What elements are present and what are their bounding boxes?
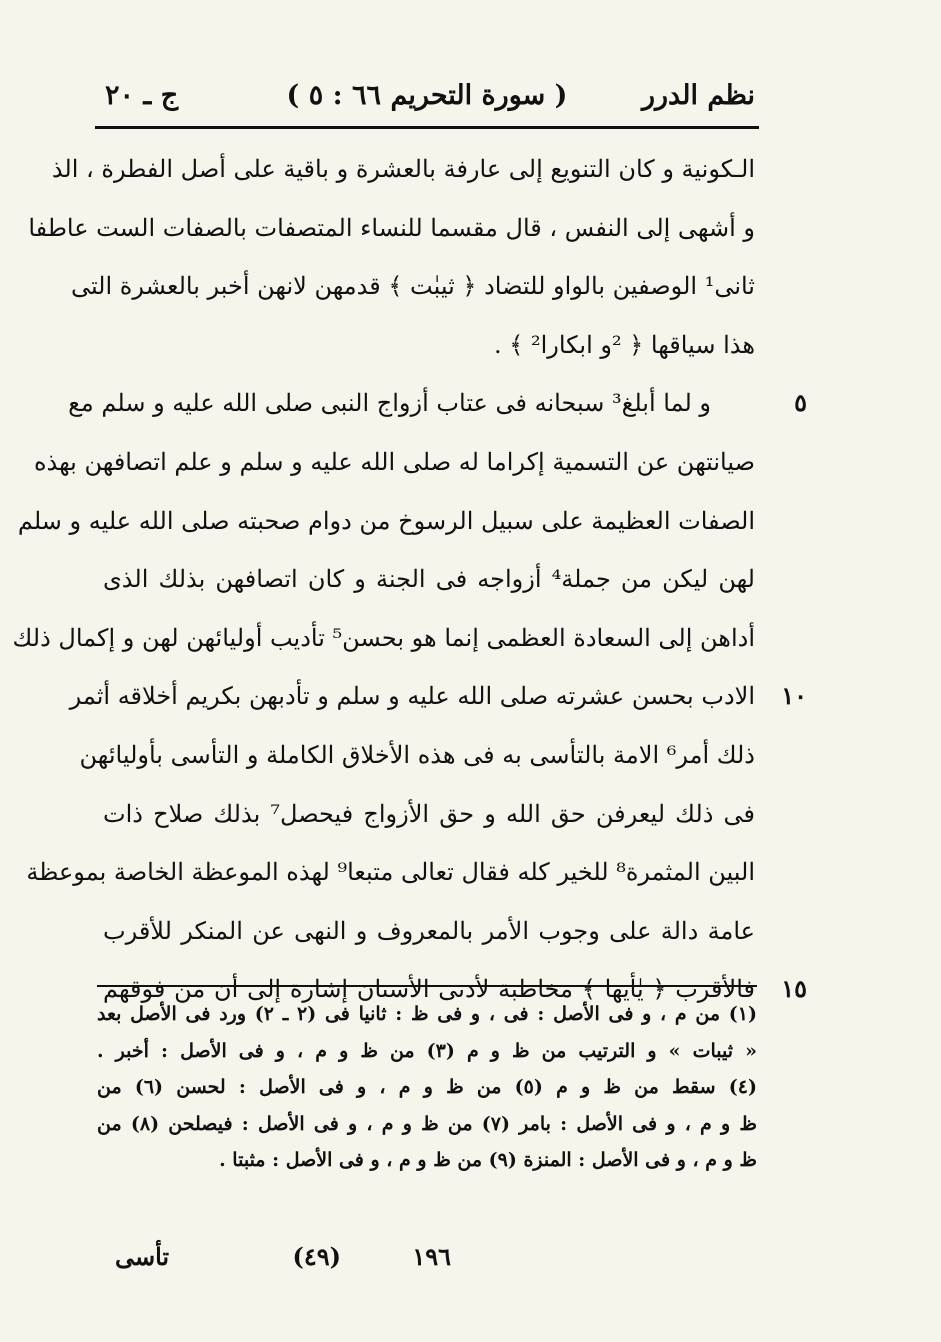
text-line: أداهن إلى السعادة العظمى إنما هو بحسن⁵ تأديب أوليائهن لهن و إكمال ذلك	[12, 623, 755, 652]
footnote-line: « ثيبات » و الترتيب من ظ و م (٣) من ظ و م ، و فى الأصل : أخبر .	[97, 1039, 757, 1062]
footnote-line: (١) من م ، و فى الأصل : فى ، و فى ظ : ثانيا فى (٢ ـ ٢) ورد فى الأصل بعد	[97, 1003, 758, 1025]
text-line: الـكونية و كان التنويع إلى عارفة بالعشرة و باقية على أصل الفطرة ، الذ	[51, 155, 755, 183]
footnote-line: ظ و م ، و فى الأصل : المنزة (٩) من ظ و م ، و فى الأصل : مثبتا .	[219, 1149, 757, 1171]
header-rule	[95, 126, 759, 129]
volume-label: ج ـ ٢٠	[105, 80, 179, 111]
text-line: البين المثمرة⁸ للخير كله فقال تعالى متبعا⁹ لهذه الموعظة الخاصة بموعظة	[26, 858, 755, 887]
line-number: ١٥	[781, 974, 807, 1004]
text-line: صيانتهن عن التسمية إكراما له صلى الله عليه و سلم و علم اتصافهن بهذه	[33, 447, 755, 476]
text-line: ثانى¹ الوصفين بالواو للتضاد ﴿ ثيبٰت ﴾ قدمهن لانهن أخبر بالعشرة التى	[70, 272, 755, 301]
text-line: ٥ و لما أبلغ³ سبحانه فى عتاب أزواج النبى صلى الله عليه و سلم مع	[103, 374, 755, 433]
footnote-rule	[97, 985, 757, 990]
text-line: عامة دالة على وجوب الأمر بالمعروف و النهى عن المنكر للأقرب	[103, 916, 755, 945]
surah-reference: ( سورة التحريم ٦٦ : ٥ )	[286, 80, 568, 111]
catchword: تأسى	[115, 1242, 170, 1271]
text-line: و أشهى إلى النفس ، قال مقسما للنساء المتصفات بالصفات الست عاطفا	[28, 213, 755, 242]
text-line: ١٥ فالأقرب ﴿ يٰأيها ﴾ مخاطبة لأدنى الأسنان إشارة إلى أن من فوقهم	[103, 960, 755, 1019]
line-number: ١٠	[781, 681, 807, 711]
signature-mark: (٤٩)	[292, 1242, 341, 1271]
page-footer	[95, 1238, 759, 1278]
footnote-line: ظ و م ، و فى الأصل : بامر (٧) من ظ و م ، و فى الأصل : فيصلحن (٨) من	[97, 1112, 757, 1135]
text-line: ذلك أمر⁶ الامة بالتأسى به فى هذه الأخلاق الكاملة و التأسى بأوليائهن	[79, 740, 755, 769]
text-line: فى ذلك ليعرفن حق الله و حق الأزواج فيحصل⁷ بذلك صلاح ذات	[103, 799, 756, 828]
book-title: نظم الدرر	[641, 80, 755, 111]
footnotes	[97, 996, 757, 1179]
footnote-line: (٤) سقط من ظ و م (٥) من ظ و م ، و فى الأصل : لحسن (٦) من	[97, 1076, 757, 1098]
line-number: ٥	[794, 388, 807, 418]
main-text	[12, 140, 807, 1019]
text-line: لهن ليكن من جملة⁴ أزواجه فى الجنة و كان اتصافهن بذلك الذى	[103, 565, 755, 594]
running-header	[95, 72, 759, 122]
text-line: هذا سياقها ﴿ ²و ابكارا² ﴾ .	[494, 330, 755, 359]
text-line: الصفات العظيمة على سبيل الرسوخ من دوام صحبته صلى الله عليه و سلم	[17, 506, 755, 535]
page-number: ١٩٦	[412, 1242, 451, 1271]
text-line: ١٠ الادب بحسن عشرته صلى الله عليه و سلم و تأدبهن بكريم أخلاقه أثمر	[103, 667, 755, 726]
